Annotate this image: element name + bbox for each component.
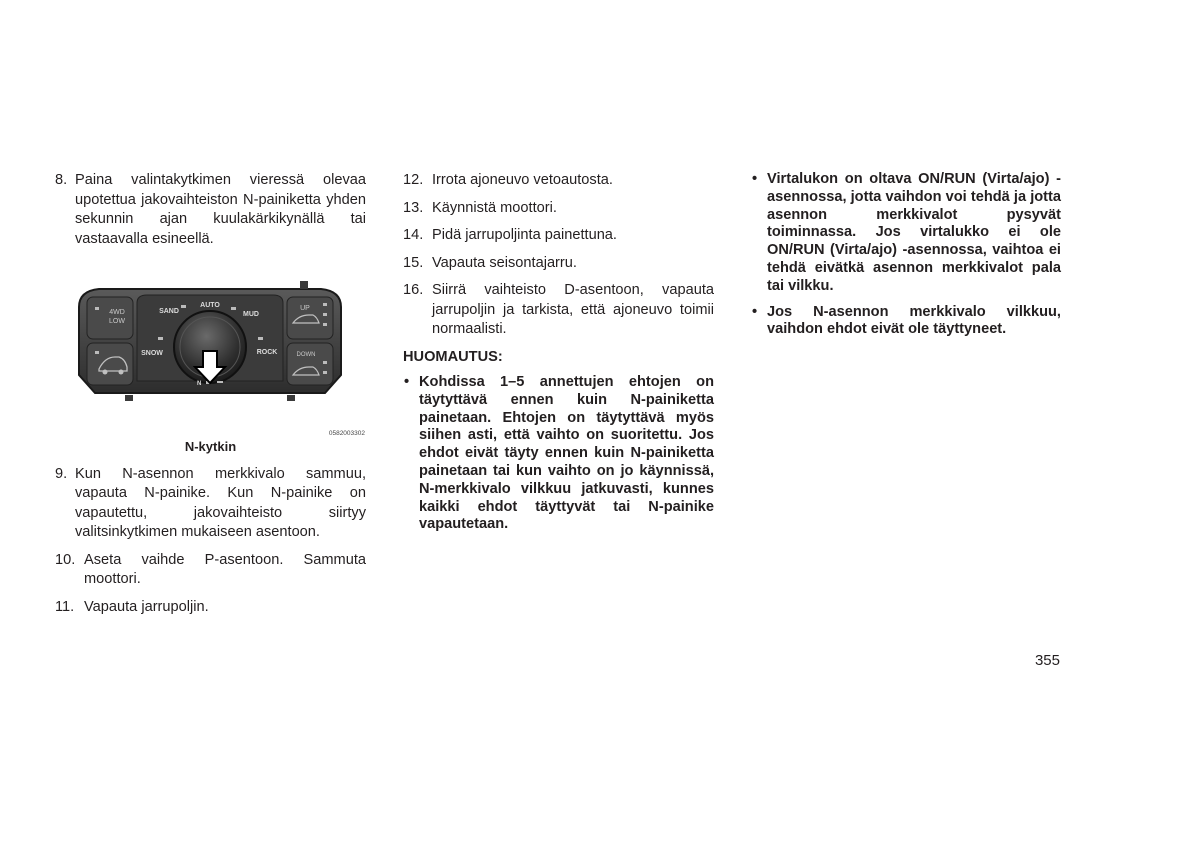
note-bullet: [403, 374, 714, 534]
step-8: [55, 171, 366, 249]
bullet-text: Virtalukon on oltava ON/RUN (Virta/ajo) -asennossa, jotta vaihdon voi tehdä ja jotta asennon merkkivalot pysyvät toiminnassa. Jos virtalukko ei ole ON/RUN (Virta/ajo) -asennossa, vaihtoa ei tehdä eivätkä asennon merkkivalot pala tai vilkku.: [767, 171, 1061, 294]
n-switch-figure: [55, 277, 366, 437]
step-number: 16.: [403, 282, 424, 298]
svg-text:DOWN: DOWN: [296, 352, 316, 358]
svg-text:UP: UP: [300, 305, 310, 312]
column-3: [751, 171, 1061, 347]
step-text: Kun N-asennon merkkivalo sammuu, vapauta N-painike. Kun N-painike on vapautettu, jakovaihteisto siirtyy valitsinkytkimen mukaiseen asentoon.: [75, 465, 366, 540]
step-number: 9.: [55, 465, 68, 482]
svg-text:N: N: [197, 381, 202, 387]
step-14: [403, 226, 714, 246]
bullet-icon: •: [404, 374, 410, 390]
step-16: [403, 281, 714, 340]
step-number: 11.: [55, 598, 75, 615]
step-12: [403, 171, 714, 191]
svg-text:SAND: SAND: [159, 308, 179, 315]
step-13: [403, 199, 714, 219]
bullet-icon: •: [752, 171, 758, 187]
step-11: [55, 598, 366, 618]
step-text: Irrota ajoneuvo vetoautosta.: [432, 172, 613, 188]
step-text: Vapauta jarrupoljin.: [84, 598, 209, 615]
step-text: Vapauta seisontajarru.: [432, 254, 577, 271]
step-text: Käynnistä moottori.: [432, 199, 557, 216]
page-number: 355: [1034, 652, 1060, 669]
note-heading: HUOMAUTUS:: [403, 348, 503, 365]
step-number: 8.: [55, 172, 68, 188]
svg-text:MUD: MUD: [243, 311, 259, 318]
step-text: Siirrä vaihteisto D-asentoon, vapauta jarrupoljin ja tarkista, että ajoneuvo toimii normaalisti.: [432, 282, 714, 337]
step-10: [55, 551, 366, 590]
svg-text:ROCK: ROCK: [256, 349, 278, 356]
step-9: [55, 465, 366, 543]
svg-text:LOW: LOW: [109, 318, 125, 325]
figure-code: 0582003302: [328, 430, 365, 437]
note-bullet: [751, 171, 1061, 296]
column-2: [403, 171, 714, 542]
step-text: Paina valintakytkimen vieressä olevaa upotettua jakovaihteiston N-painiketta yhden sekunnin ajan kuulakärkikynällä tai vastaavalla esineellä.: [75, 172, 366, 247]
svg-text:SNOW: SNOW: [141, 350, 163, 357]
column-1: [55, 171, 366, 625]
svg-text:4WD: 4WD: [109, 309, 125, 316]
step-text: Pidä jarrupoljinta painettuna.: [432, 227, 617, 243]
step-number: 12.: [403, 172, 424, 188]
step-number: 13.: [403, 199, 424, 216]
step-number: 14.: [403, 227, 424, 243]
note-bullet: [751, 304, 1061, 340]
svg-text:AUTO: AUTO: [200, 302, 220, 309]
bullet-text: Kohdissa 1–5 annettujen ehtojen on täytyttävä ennen kuin N-painiketta painetaan. Ehtojen on täytyttävä myös siihen asti, että vaihto on suoritettu. Jos ehdot eivät täyty ennen kuin N-painiketta painetaan tai kun vaihto on jo käynnissä, N-merkkivalo vilkkuu jatkuvasti, kunnes kaikki ehdot täyttyvät tai N-painike vapautetaan.: [419, 374, 714, 533]
step-text: Aseta vaihde P-asentoon. Sammuta moottori.: [84, 551, 366, 587]
step-15: [403, 254, 714, 274]
step-number: 15.: [403, 254, 424, 271]
bullet-icon: •: [752, 303, 758, 320]
figure-caption: N-kytkin: [184, 439, 237, 454]
step-number: 10.: [55, 551, 76, 568]
transfer-case-control-panel-illustration: [55, 277, 366, 437]
bullet-text: Jos N-asennon merkkivalo vilkkuu, vaihdon ehdot eivät ole täyttyneet.: [767, 303, 1061, 338]
